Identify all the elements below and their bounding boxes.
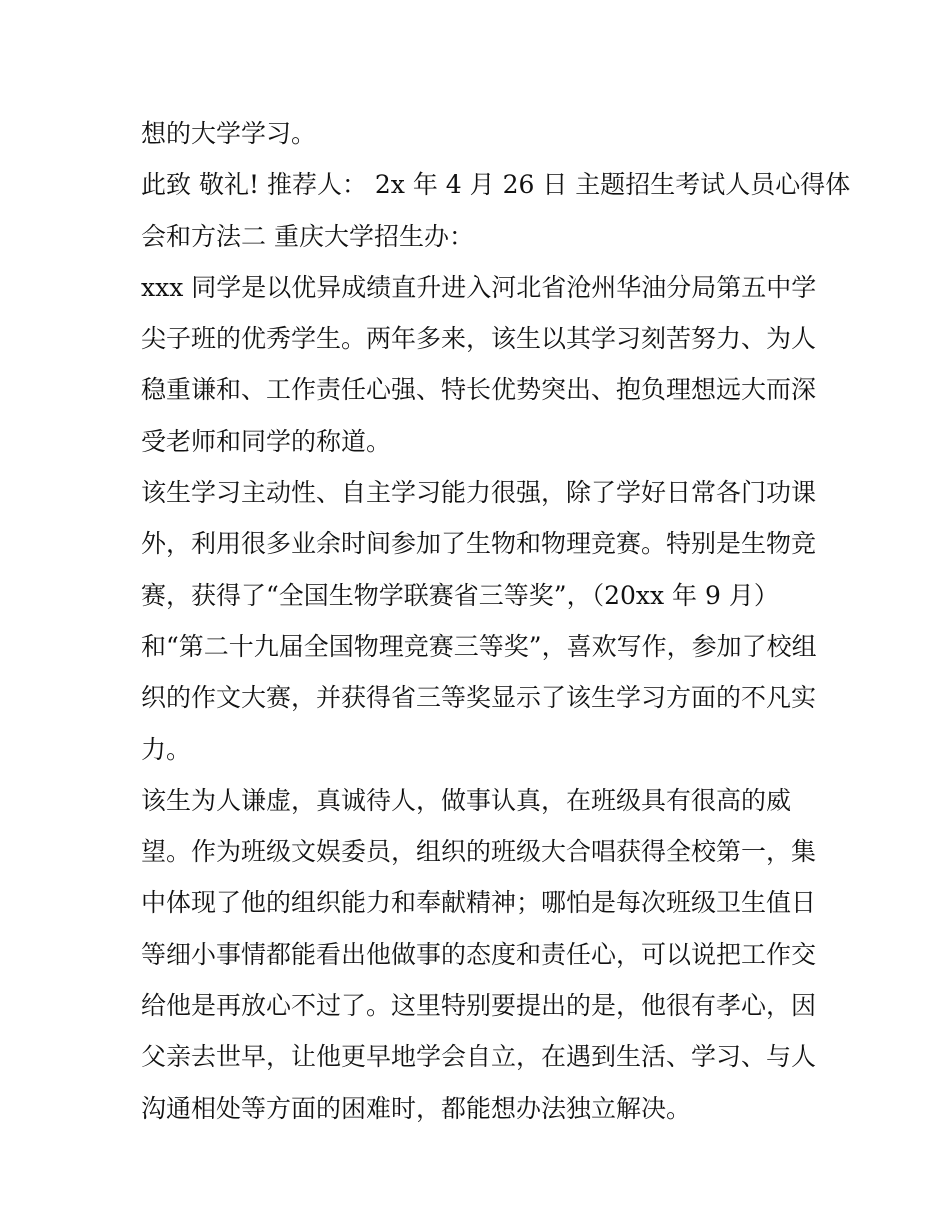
- text-line: 此致 敬礼! 推荐人： 2x 年 4 月 26 日 主题招生考试人员心得体: [141, 170, 851, 200]
- text-line: 父亲去世早，让他更早地学会自立，在遇到生活、学习、与人: [141, 1042, 817, 1072]
- text-line: xxx 同学是以优异成绩直升进入河北省沧州华油分局第五中学: [141, 272, 817, 302]
- text-line: 会和方法二 重庆大学招生办：: [141, 221, 474, 251]
- document-body: [141, 108, 851, 1134]
- text-line: 尖子班的优秀学生。两年多来，该生以其学习刻苦努力、为人: [141, 324, 817, 354]
- text-line: 中体现了他的组织能力和奉献精神；哪怕是每次班级卫生值日: [141, 888, 817, 918]
- text-line: 沟通相处等方面的困难时，都能想办法独立解决。: [141, 1093, 692, 1123]
- text-line: 该生为人谦虚，真诚待人，做事认真，在班级具有很高的威: [141, 785, 792, 815]
- text-line: 和“第二十九届全国物理竞赛三等奖”，喜欢写作，参加了校组: [141, 631, 817, 661]
- text-line: 外，利用很多业余时间参加了生物和物理竞赛。特别是生物竞: [141, 529, 817, 559]
- text-line: 想的大学学习。: [141, 119, 317, 148]
- text-line: 稳重谦和、工作责任心强、特长优势突出、抱负理想远大而深: [141, 375, 817, 405]
- text-line: 受老师和同学的称道。: [141, 426, 392, 456]
- text-line: 力。: [141, 734, 192, 764]
- text-line: 赛，获得了“全国生物学联赛省三等奖”，（20xx 年 9 月）: [141, 580, 779, 610]
- text-line: 等细小事情都能看出他做事的态度和责任心，可以说把工作交: [141, 939, 817, 969]
- text-line: 望。作为班级文娱委员，组织的班级大合唱获得全校第一，集: [141, 837, 817, 867]
- text-line: 织的作文大赛，并获得省三等奖显示了该生学习方面的不凡实: [141, 683, 817, 713]
- text-line: 该生学习主动性、自主学习能力很强，除了学好日常各门功课: [141, 478, 817, 508]
- text-line: 给他是再放心不过了。这里特别要提出的是，他很有孝心，因: [141, 991, 817, 1021]
